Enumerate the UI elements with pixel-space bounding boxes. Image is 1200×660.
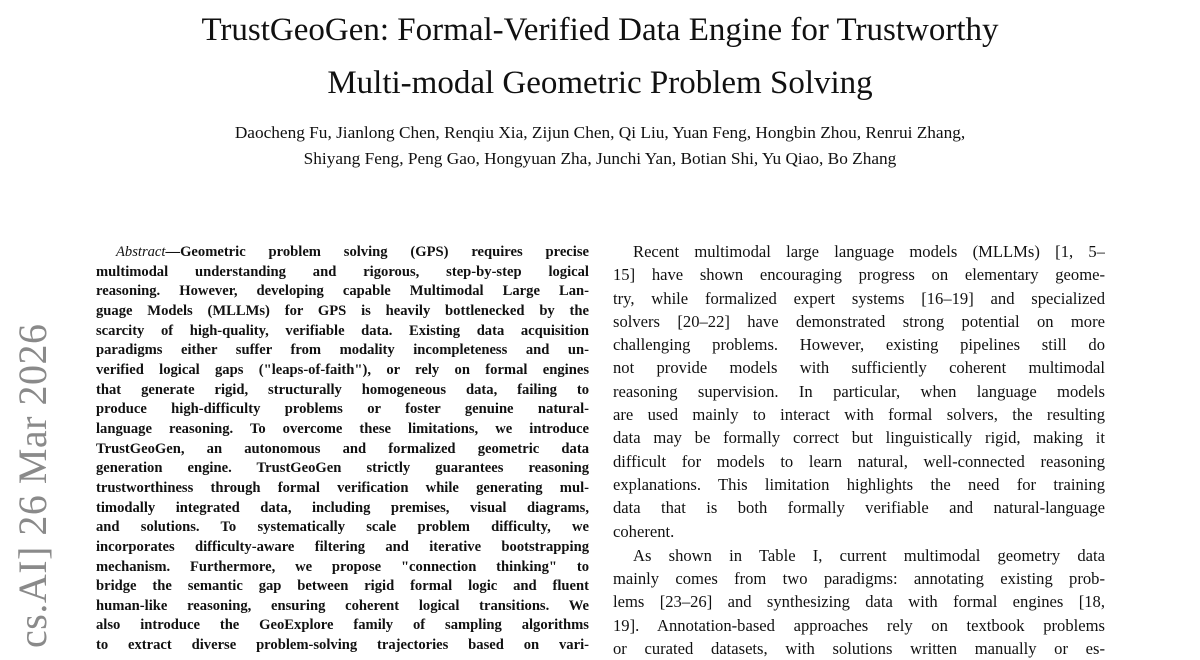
abstract-label: Abstract [116,244,166,260]
intro-line: not provide models with sufficiently coherent multimodal [613,358,1105,378]
intro-paragraph [613,240,1105,543]
abstract-line: and solutions. To systematically scale problem difficulty, we [96,519,589,536]
intro-line: coherent. [613,521,675,541]
abstract-line: also introduce the GeoExplore family of sampling algorithms [96,617,589,634]
abstract-line: incorporates difficulty-aware filtering and iterative bootstrapping [96,538,589,555]
abstract-line: timodally integrated data, including premises, visual diagrams, [96,499,589,516]
intro-line: As shown in Table I, current multimodal geometry data [633,545,1105,565]
abstract-line: Abstract—Geometric problem solving (GPS) requires precise [116,244,589,260]
abstract-line: language reasoning. To overcome these limitations, we introduce [96,420,589,437]
intro-line: challenging problems. However, existing pipelines still do [613,335,1105,355]
paper-title [0,4,1200,110]
abstract-line: reasoning. However, developing capable Multimodal Large Lan- [96,283,589,300]
intro-line: are used mainly to interact with formal solvers, the resulting [613,405,1105,425]
title-line: TrustGeoGen: Formal-Verified Data Engine for Trustworthy [201,12,999,48]
abstract-line: multimodal understanding and rigorous, step-by-step logical [96,263,589,280]
abstract [96,243,589,656]
intro-line: Recent multimodal large language models (MLLMs) [1, 5– [633,242,1105,261]
intro-line: explanations. This limitation highlights the need for training [613,474,1105,494]
intro-line: data that is both formally verifiable and natural-language [613,498,1105,518]
title-line: Multi-modal Geometric Problem Solving [327,65,873,101]
intro-line: data may be formally correct but linguistically rigid, making it [613,428,1105,448]
abstract-line: paradigms either suffer from modality incompleteness and un- [96,342,589,359]
arxiv-sidebar-stamp: cs.AI] 26 Mar 2026 [10,323,55,648]
intro-line: or curated datasets, with solutions written manually or es- [613,639,1105,659]
abstract-line: produce high-difficulty problems or foster genuine natural- [96,401,589,418]
intro-line: 15] have shown encouraging progress on elementary geome- [613,265,1105,285]
author-line: Shiyang Feng, Peng Gao, Hongyuan Zha, Junchi Yan, Botian Shi, Yu Qiao, Bo Zhang [303,149,897,168]
abstract-line: trustworthiness through formal verification while generating mul- [96,479,589,496]
intro-line: lems [23–26] and synthesizing data with formal engines [18, [613,592,1105,612]
intro-line: 19]. Annotation-based approaches rely on textbook problems [613,615,1105,635]
abstract-line: mechanism. Furthermore, we propose "connection thinking" to [96,558,589,575]
intro-line: reasoning supervision. In particular, when language models [613,381,1105,401]
introduction-column [613,240,1105,660]
abstract-line: bridge the semantic gap between rigid formal logic and fluent [96,578,589,595]
abstract-line: scarcity of high-quality, verifiable data. Existing data acquisition [96,322,589,339]
intro-line: solvers [20–22] have demonstrated strong potential on more [613,311,1105,331]
author-list [0,120,1200,172]
abstract-line: verified logical gaps ("leaps-of-faith"), or rely on formal engines [96,361,589,378]
abstract-line: to extract diverse problem-solving trajectories based on vari- [96,637,589,654]
abstract-line: guage Models (MLLMs) for GPS is heavily bottlenecked by the [96,302,589,319]
abstract-line: human-like reasoning, ensuring coherent logical transitions. We [96,597,589,614]
abstract-line: TrustGeoGen, an autonomous and formalized geometric data [96,440,589,457]
intro-paragraph [613,544,1105,660]
author-line: Daocheng Fu, Jianlong Chen, Renqiu Xia, Zijun Chen, Qi Liu, Yuan Feng, Hongbin Zhou, Renrui Zhang, [234,123,966,142]
abstract-line: generation engine. TrustGeoGen strictly guarantees reasoning [96,460,589,477]
intro-line: mainly comes from two paradigms: annotating existing prob- [613,569,1105,589]
intro-line: try, while formalized expert systems [16–19] and specialized [613,288,1105,308]
intro-line: difficult for models to learn natural, well-connected reasoning [613,451,1105,471]
abstract-line: that generate rigid, structurally homogeneous data, failing to [96,381,589,398]
